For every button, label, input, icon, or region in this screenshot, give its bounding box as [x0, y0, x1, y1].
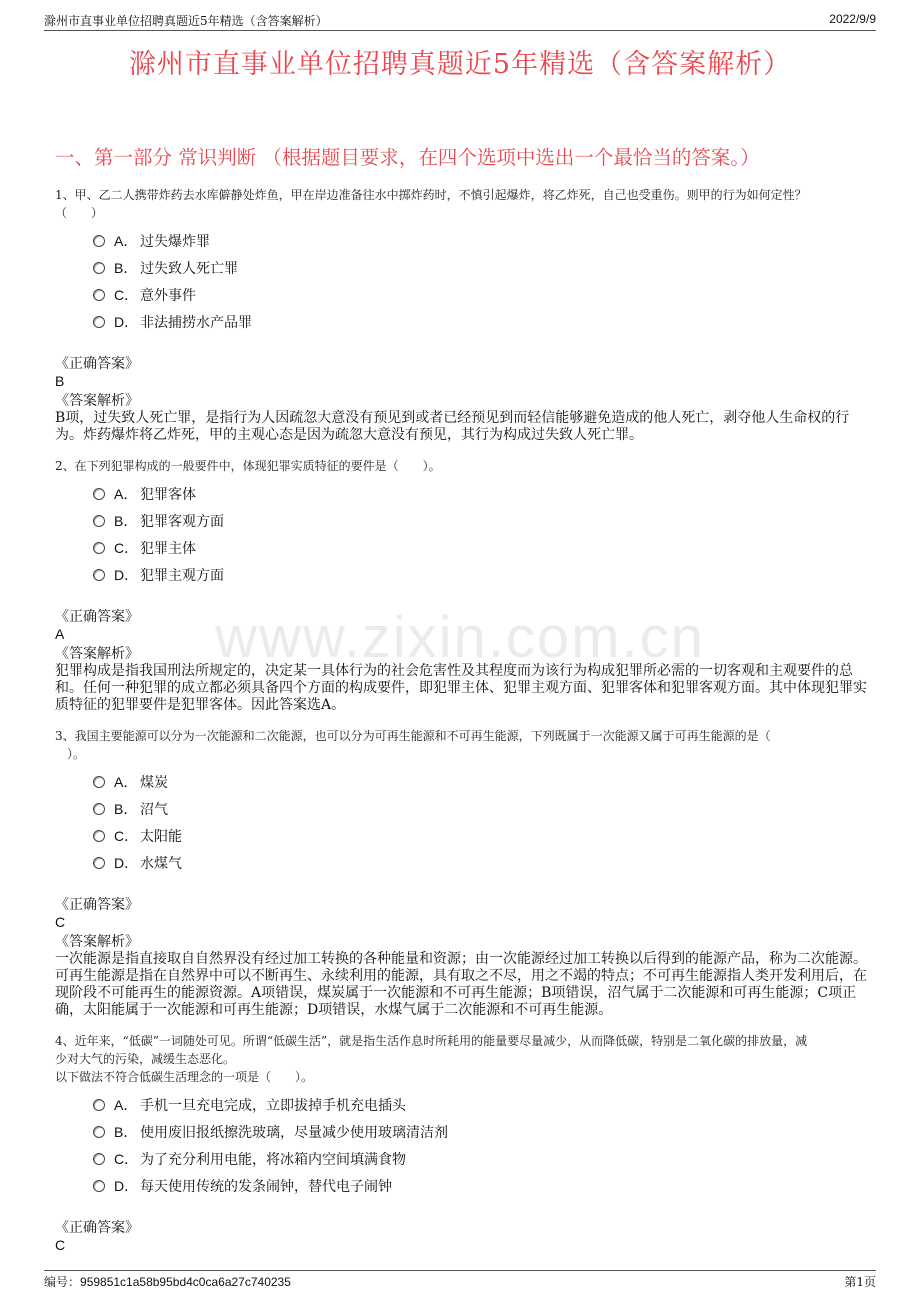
option-text: 犯罪客体 [140, 487, 196, 503]
option-text: 煤炭 [140, 775, 168, 791]
option-letter: A． [114, 1097, 138, 1113]
question-line: 少对大气的污染，减缓生态恶化。 [55, 1052, 236, 1066]
radio-icon[interactable] [93, 776, 105, 788]
answer-block [55, 897, 867, 1019]
option-text: 过失致人死亡罪 [140, 261, 238, 277]
option-letter: D． [114, 314, 139, 330]
option-letter: A． [114, 774, 138, 790]
question-2 [55, 457, 867, 727]
option-list [93, 769, 867, 877]
radio-icon[interactable] [93, 316, 105, 328]
question-line: 2、在下列犯罪构成的一般要件中，体现犯罪实质特征的要件是（ ）。 [55, 459, 441, 473]
question-line: 以下做法不符合低碳生活理念的一项是（ ）。 [55, 1070, 314, 1084]
analysis-label: 《答案解析》 [55, 393, 139, 409]
option-c[interactable] [93, 1146, 867, 1173]
question-line: （ ） [55, 206, 104, 220]
option-c[interactable] [93, 535, 867, 562]
option-text: 犯罪主体 [140, 541, 196, 557]
option-letter: A． [114, 233, 138, 249]
option-text: 犯罪客观方面 [140, 514, 224, 530]
option-d[interactable] [93, 1173, 867, 1200]
option-letter: C． [114, 287, 139, 303]
question-text [55, 186, 867, 222]
section-title: 一、第一部分 常识判断 （根据题目要求，在四个选项中选出一个最恰当的答案。） [55, 146, 760, 169]
option-text: 水煤气 [140, 856, 182, 872]
radio-icon[interactable] [93, 569, 105, 581]
radio-icon[interactable] [93, 1180, 105, 1192]
option-text: 使用废旧报纸擦洗玻璃，尽量减少使用玻璃清洁剂 [140, 1125, 448, 1141]
correct-answer-label: 《正确答案》 [55, 356, 139, 372]
question-line: 3、我国主要能源可以分为一次能源和二次能源，也可以分为可再生能源和不可再生能源，下列既属于一次能源又属于可再生能源的是（ [55, 729, 771, 743]
page-header [44, 12, 876, 31]
option-letter: D． [114, 1178, 139, 1194]
question-line: ）。 [55, 747, 86, 761]
option-text: 每天使用传统的发条闹钟，替代电子闹钟 [140, 1179, 392, 1195]
option-letter: B． [114, 513, 138, 529]
option-list [93, 481, 867, 589]
question-text [55, 1032, 867, 1086]
radio-icon[interactable] [93, 857, 105, 869]
answer-block [55, 1220, 867, 1254]
option-list [93, 228, 867, 336]
option-list [93, 1092, 867, 1200]
question-3 [55, 727, 867, 1032]
option-b[interactable] [93, 796, 867, 823]
answer-block [55, 356, 867, 444]
option-text: 手机一旦充电完成，立即拔掉手机充电插头 [140, 1098, 406, 1114]
option-text: 非法捕捞水产品罪 [140, 315, 252, 331]
correct-answer-label: 《正确答案》 [55, 1220, 139, 1236]
correct-answer: C [55, 914, 66, 930]
option-letter: D． [114, 855, 139, 871]
analysis-text: B项，过失致人死亡罪，是指行为人因疏忽大意没有预见到或者已经预见到而轻信能够避免造成的他人死亡，剥夺他人生命权的行为。炸药爆炸将乙炸死，甲的主观心态是因为疏忽大意没有预见，其行为构成过失致人死亡罪。 [55, 410, 850, 443]
radio-icon[interactable] [93, 235, 105, 247]
question-4 [55, 1032, 867, 1254]
option-letter: D． [114, 567, 139, 583]
option-text: 意外事件 [140, 288, 196, 304]
answer-block [55, 609, 867, 714]
option-a[interactable] [93, 481, 867, 508]
document-code [44, 1273, 291, 1290]
radio-icon[interactable] [93, 289, 105, 301]
correct-answer: A [55, 626, 65, 642]
radio-icon[interactable] [93, 262, 105, 274]
option-b[interactable] [93, 255, 867, 282]
option-c[interactable] [93, 823, 867, 850]
question-1 [55, 186, 867, 457]
question-list [55, 186, 867, 1257]
option-text: 犯罪主观方面 [140, 568, 224, 584]
option-letter: B． [114, 801, 138, 817]
radio-icon[interactable] [93, 515, 105, 527]
radio-icon[interactable] [93, 1153, 105, 1165]
option-text: 为了充分利用电能，将冰箱内空间填满食物 [140, 1152, 406, 1168]
option-c[interactable] [93, 282, 867, 309]
correct-answer: C [55, 1237, 66, 1253]
code-value: 959851c1a58b95bd4c0ca6a27c740235 [80, 1275, 291, 1289]
option-text: 太阳能 [140, 829, 182, 845]
option-a[interactable] [93, 228, 867, 255]
header-doc-title: 滁州市直事业单位招聘真题近5年精选（含答案解析） [44, 14, 328, 28]
option-text: 沼气 [140, 802, 168, 818]
option-letter: B． [114, 260, 138, 276]
correct-answer: B [55, 373, 65, 389]
page-footer [44, 1270, 876, 1291]
option-letter: C． [114, 1151, 139, 1167]
option-a[interactable] [93, 769, 867, 796]
code-label: 编号： [44, 1275, 81, 1289]
option-letter: A． [114, 486, 138, 502]
header-date: 2022/9/9 [829, 12, 876, 26]
correct-answer-label: 《正确答案》 [55, 897, 139, 913]
question-text [55, 727, 867, 763]
radio-icon[interactable] [93, 803, 105, 815]
radio-icon[interactable] [93, 542, 105, 554]
option-b[interactable] [93, 1119, 867, 1146]
option-d[interactable] [93, 850, 867, 877]
page-title: 滁州市直事业单位招聘真题近5年精选（含答案解析） [128, 49, 792, 80]
option-a[interactable] [93, 1092, 867, 1119]
question-line: 4、近年来，“低碳”一词随处可见。所谓“低碳生活”，就是指生活作息时所耗用的能量要尽量减少，从而降低碳，特别是二氧化碳的排放量，减 [55, 1034, 808, 1048]
analysis-text: 犯罪构成是指我国刑法所规定的，决定某一具体行为的社会危害性及其程度而为该行为构成犯罪所必需的一切客观和主观要件的总和。任何一种犯罪的成立都必须具备四个方面的构成要件，即犯罪主体、犯罪主观方面、犯罪客体和犯罪客观方面。其中体现犯罪实质特征的犯罪要件是犯罪客体。因此答案选A。 [55, 663, 867, 713]
radio-icon[interactable] [93, 830, 105, 842]
correct-answer-label: 《正确答案》 [55, 609, 139, 625]
radio-icon[interactable] [93, 1126, 105, 1138]
page-number: 第1页 [844, 1275, 876, 1289]
option-text: 过失爆炸罪 [140, 234, 210, 250]
analysis-label: 《答案解析》 [55, 934, 139, 950]
option-letter: C． [114, 828, 139, 844]
analysis-label: 《答案解析》 [55, 646, 139, 662]
question-line: 1、甲、乙二人携带炸药去水库僻静处炸鱼，甲在岸边准备往水中掷炸药时，不慎引起爆炸，将乙炸死，自己也受重伤。则甲的行为如何定性？ [55, 188, 807, 202]
analysis-text: 一次能源是指直接取自自然界没有经过加工转换的各种能量和资源；由一次能源经过加工转换以后得到的能源产品，称为二次能源。可再生能源是指在自然界中可以不断再生、永续利用的能源，具有取之不尽，用之不竭的特点；不可再生能源指人类开发利用后，在现阶段不可能再生的能源资源。A项错误，煤炭属于一次能源和不可再生能源；B项错误，沼气属于二次能源和可再生能源；C项正确，太阳能属于一次能源和可再生能源；D项错误，水煤气属于二次能源和不可再生能源。 [55, 951, 867, 1018]
watermark: www.zixin.com.cn [215, 605, 705, 670]
option-b[interactable] [93, 508, 867, 535]
option-d[interactable] [93, 562, 867, 589]
option-letter: C． [114, 540, 139, 556]
radio-icon[interactable] [93, 488, 105, 500]
question-text [55, 457, 867, 475]
option-d[interactable] [93, 309, 867, 336]
radio-icon[interactable] [93, 1099, 105, 1111]
option-letter: B． [114, 1124, 138, 1140]
